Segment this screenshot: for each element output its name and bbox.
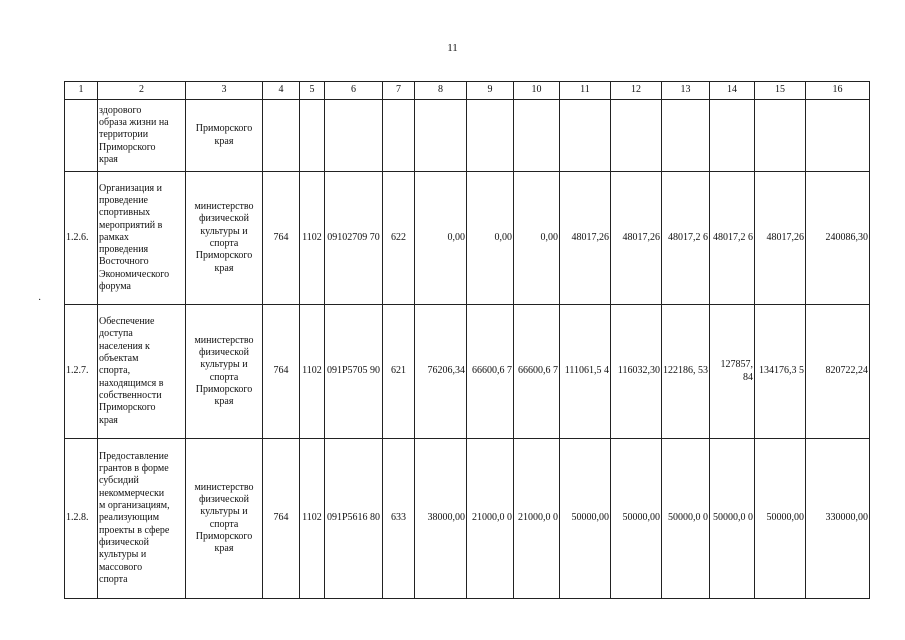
table-row (65, 100, 870, 172)
target-article-code: 091P5616 80 (325, 439, 383, 599)
measure-name-line: форума (99, 281, 131, 293)
measure-name-line: края (99, 153, 118, 165)
measure-name-line: территории (99, 129, 149, 141)
section-code: 1102 (300, 172, 325, 305)
expense-type-code: 622 (383, 172, 415, 305)
executor-cell: министерство физической культуры и спорта Приморского края (186, 439, 263, 599)
amount-cell (514, 100, 560, 172)
col-header: 15 (755, 82, 806, 100)
amount-cell: 134176,3 5 (755, 305, 806, 439)
table-row (65, 439, 870, 599)
measure-name-line: проведение (99, 194, 148, 206)
measure-name-line: объектам (99, 353, 139, 365)
measure-name-line: Экономического (99, 268, 170, 280)
amount-cell: 50000,00 (560, 439, 611, 599)
measure-name-line: населения к (99, 340, 150, 352)
measure-name-line: Приморского (99, 402, 156, 414)
col-header: 5 (300, 82, 325, 100)
measure-name-line: Приморского (99, 141, 156, 153)
expense-type-code: 621 (383, 305, 415, 439)
measure-name-line: спортивных (99, 207, 151, 219)
col-header: 1 (65, 82, 98, 100)
amount-cell: 48017,26 (755, 172, 806, 305)
amount-cell: 50000,0 0 (710, 439, 755, 599)
col-header: 6 (325, 82, 383, 100)
col-header: 10 (514, 82, 560, 100)
amount-cell: 38000,00 (415, 439, 467, 599)
amount-cell: 66600,6 7 (514, 305, 560, 439)
measure-name (98, 100, 186, 172)
measure-name-line: реализующим (99, 512, 160, 524)
measure-name-line: физической (99, 536, 149, 548)
amount-cell: 0,00 (514, 172, 560, 305)
measure-name-line: здорового (99, 104, 142, 116)
table-row (65, 172, 870, 305)
measure-name-line: грантов в форме (99, 463, 169, 475)
measure-name (98, 305, 186, 439)
target-article-code: 09102709 70 (325, 172, 383, 305)
expense-type-code (383, 100, 415, 172)
col-header: 8 (415, 82, 467, 100)
table-row (65, 305, 870, 439)
section-code: 1102 (300, 305, 325, 439)
measure-name-line: проведения (99, 244, 149, 256)
col-header: 12 (611, 82, 662, 100)
measure-name-line: некоммерчески (99, 487, 165, 499)
measure-name-line: находящимся в (99, 377, 164, 389)
section-code: 1102 (300, 439, 325, 599)
amount-cell (806, 100, 870, 172)
amount-cell: 48017,2 6 (710, 172, 755, 305)
measure-name-line: массового (99, 561, 143, 573)
row-number: 1.2.7. (65, 305, 98, 439)
amount-cell: 122186, 53 (662, 305, 710, 439)
amount-cell (415, 100, 467, 172)
section-code (300, 100, 325, 172)
measure-name-line: культуры и (99, 549, 147, 561)
measure-name-line: мероприятий в (99, 219, 163, 231)
amount-cell: 50000,00 (611, 439, 662, 599)
grbs-code: 764 (263, 305, 300, 439)
col-header: 14 (710, 82, 755, 100)
header-row (65, 82, 870, 100)
amount-cell (662, 100, 710, 172)
target-article-code: 091P5705 90 (325, 305, 383, 439)
measure-name-line: рамках (99, 231, 129, 243)
measure-name (98, 439, 186, 599)
executor-cell: Приморского края (186, 100, 263, 172)
amount-cell: 66600,6 7 (467, 305, 514, 439)
col-header: 13 (662, 82, 710, 100)
row-number: 1.2.8. (65, 439, 98, 599)
amount-cell (467, 100, 514, 172)
grbs-code (263, 100, 300, 172)
amount-cell (611, 100, 662, 172)
amount-cell: 48017,26 (560, 172, 611, 305)
amount-cell: 48017,2 6 (662, 172, 710, 305)
measure-name-line: субсидий (99, 475, 139, 487)
grbs-code: 764 (263, 439, 300, 599)
col-header: 4 (263, 82, 300, 100)
row-number (65, 100, 98, 172)
amount-cell: 0,00 (415, 172, 467, 305)
col-header: 16 (806, 82, 870, 100)
amount-cell: 21000,0 0 (514, 439, 560, 599)
amount-cell: 0,00 (467, 172, 514, 305)
col-header: 9 (467, 82, 514, 100)
measure-name-line: Организация и (99, 182, 163, 194)
measure-name (98, 172, 186, 305)
executor-cell: министерство физической культуры и спорта Приморского края (186, 172, 263, 305)
page-number: 11 (447, 42, 458, 54)
amount-cell: 127857, 84 (710, 305, 755, 439)
amount-cell: 240086,30 (806, 172, 870, 305)
measure-name-line: проекты в сфере (99, 524, 170, 536)
amount-cell (710, 100, 755, 172)
measure-name-line: Обеспечение (99, 316, 155, 328)
amount-cell: 820722,24 (806, 305, 870, 439)
measure-name-line: Предоставление (99, 450, 169, 462)
measure-name-line: м организациям, (99, 500, 170, 512)
col-header: 7 (383, 82, 415, 100)
measure-name-line: доступа (99, 328, 133, 340)
col-header: 3 (186, 82, 263, 100)
amount-cell: 21000,0 0 (467, 439, 514, 599)
measure-name-line: Восточного (99, 256, 149, 268)
amount-cell: 50000,00 (755, 439, 806, 599)
stray-mark: · (38, 295, 42, 306)
amount-cell (560, 100, 611, 172)
budget-table (64, 81, 870, 599)
target-article-code (325, 100, 383, 172)
amount-cell: 76206,34 (415, 305, 467, 439)
measure-name-line: образа жизни на (99, 117, 169, 129)
executor-cell: министерство физической культуры и спорта Приморского края (186, 305, 263, 439)
grbs-code: 764 (263, 172, 300, 305)
amount-cell (755, 100, 806, 172)
col-header: 2 (98, 82, 186, 100)
amount-cell: 330000,00 (806, 439, 870, 599)
measure-name-line: края (99, 414, 118, 426)
col-header: 11 (560, 82, 611, 100)
amount-cell: 116032,30 (611, 305, 662, 439)
amount-cell: 48017,26 (611, 172, 662, 305)
measure-name-line: спорта, (99, 365, 131, 377)
row-number: 1.2.6. (65, 172, 98, 305)
measure-name-line: спорта (99, 573, 128, 585)
expense-type-code: 633 (383, 439, 415, 599)
amount-cell: 111061,5 4 (560, 305, 611, 439)
measure-name-line: собственности (99, 389, 162, 401)
amount-cell: 50000,0 0 (662, 439, 710, 599)
